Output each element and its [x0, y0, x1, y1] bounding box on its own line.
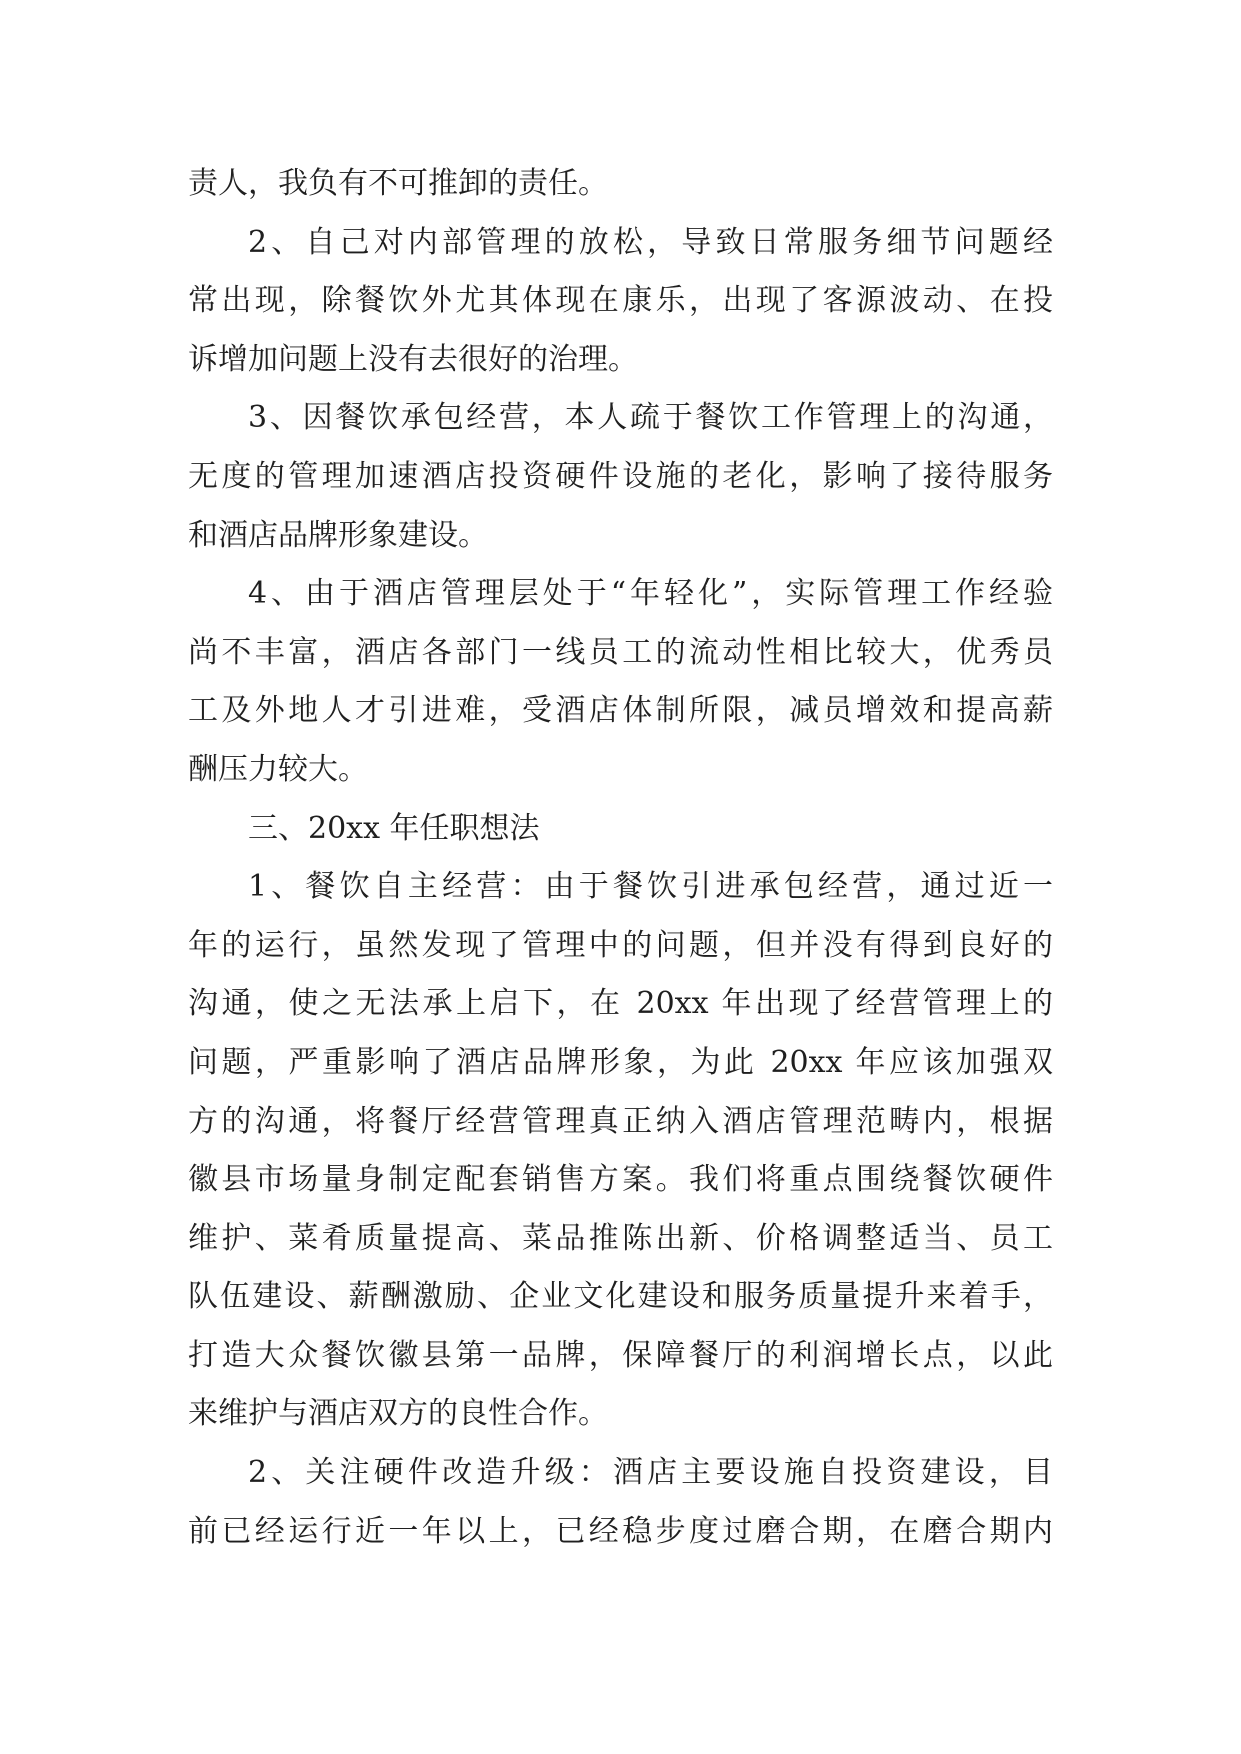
- text-line: 2、自己对内部管理的放松，导致日常服务细节问题经: [248, 224, 1053, 260]
- paragraph-heading-3: [188, 800, 1053, 859]
- text-line: 沟通，使之无法承上启下，在 20xx 年出现了经营管理上的: [188, 986, 1053, 1022]
- text-line: 徽县市场量身制定配套销售方案。我们将重点围绕餐饮硬件: [188, 1162, 1053, 1198]
- paragraph-item-4: [188, 565, 1053, 799]
- text-line: 无度的管理加速酒店投资硬件设施的老化，影响了接待服务: [188, 458, 1053, 494]
- text-line: 前已经运行近一年以上，已经稳步度过磨合期，在磨合期内: [188, 1513, 1053, 1549]
- text-line: 责人，我负有不可推卸的责任。: [188, 166, 608, 201]
- text-line: 维护、菜肴质量提高、菜品推陈出新、价格调整适当、员工: [188, 1220, 1053, 1256]
- paragraph-plan-1: [188, 858, 1053, 1444]
- paragraph-plan-2: [188, 1444, 1053, 1561]
- text-line: 队伍建设、薪酬激励、企业文化建设和服务质量提升来着手，: [188, 1279, 1053, 1315]
- text-line: 3、因餐饮承包经营，本人疏于餐饮工作管理上的沟通，: [248, 400, 1053, 436]
- text-line: 诉增加问题上没有去很好的治理。: [188, 341, 638, 377]
- text-line: 尚不丰富，酒店各部门一线员工的流动性相比较大，优秀员: [188, 634, 1053, 670]
- text-line: 4、由于酒店管理层处于“年轻化”，实际管理工作经验: [248, 576, 1053, 612]
- paragraph-item-2: [188, 214, 1053, 390]
- text-line: 三、20xx 年任职想法: [248, 810, 540, 846]
- text-line: 打造大众餐饮徽县第一品牌，保障餐厅的利润增长点，以此: [188, 1337, 1053, 1373]
- text-line: 年的运行，虽然发现了管理中的问题，但并没有得到良好的: [188, 927, 1053, 963]
- text-line: 酬压力较大。: [188, 751, 368, 787]
- text-line: 1、餐饮自主经营：由于餐饮引进承包经营，通过近一: [248, 869, 1053, 905]
- text-line: 问题，严重影响了酒店品牌形象，为此 20xx 年应该加强双: [188, 1044, 1053, 1080]
- document-body: [188, 155, 1053, 1561]
- text-line: 来维护与酒店双方的良性合作。: [188, 1396, 608, 1432]
- text-line: 2、关注硬件改造升级：酒店主要设施自投资建设，目: [248, 1455, 1053, 1491]
- paragraph-item-3: [188, 389, 1053, 565]
- text-line: 常出现，除餐饮外尤其体现在康乐，出现了客源波动、在投: [188, 283, 1053, 319]
- text-line: 和酒店品牌形象建设。: [188, 517, 488, 553]
- text-line: 方的沟通，将餐厅经营管理真正纳入酒店管理范畴内，根据: [188, 1103, 1053, 1139]
- paragraph-continuation: [188, 155, 1053, 214]
- text-line: 工及外地人才引进难，受酒店体制所限，减员增效和提高薪: [188, 693, 1053, 729]
